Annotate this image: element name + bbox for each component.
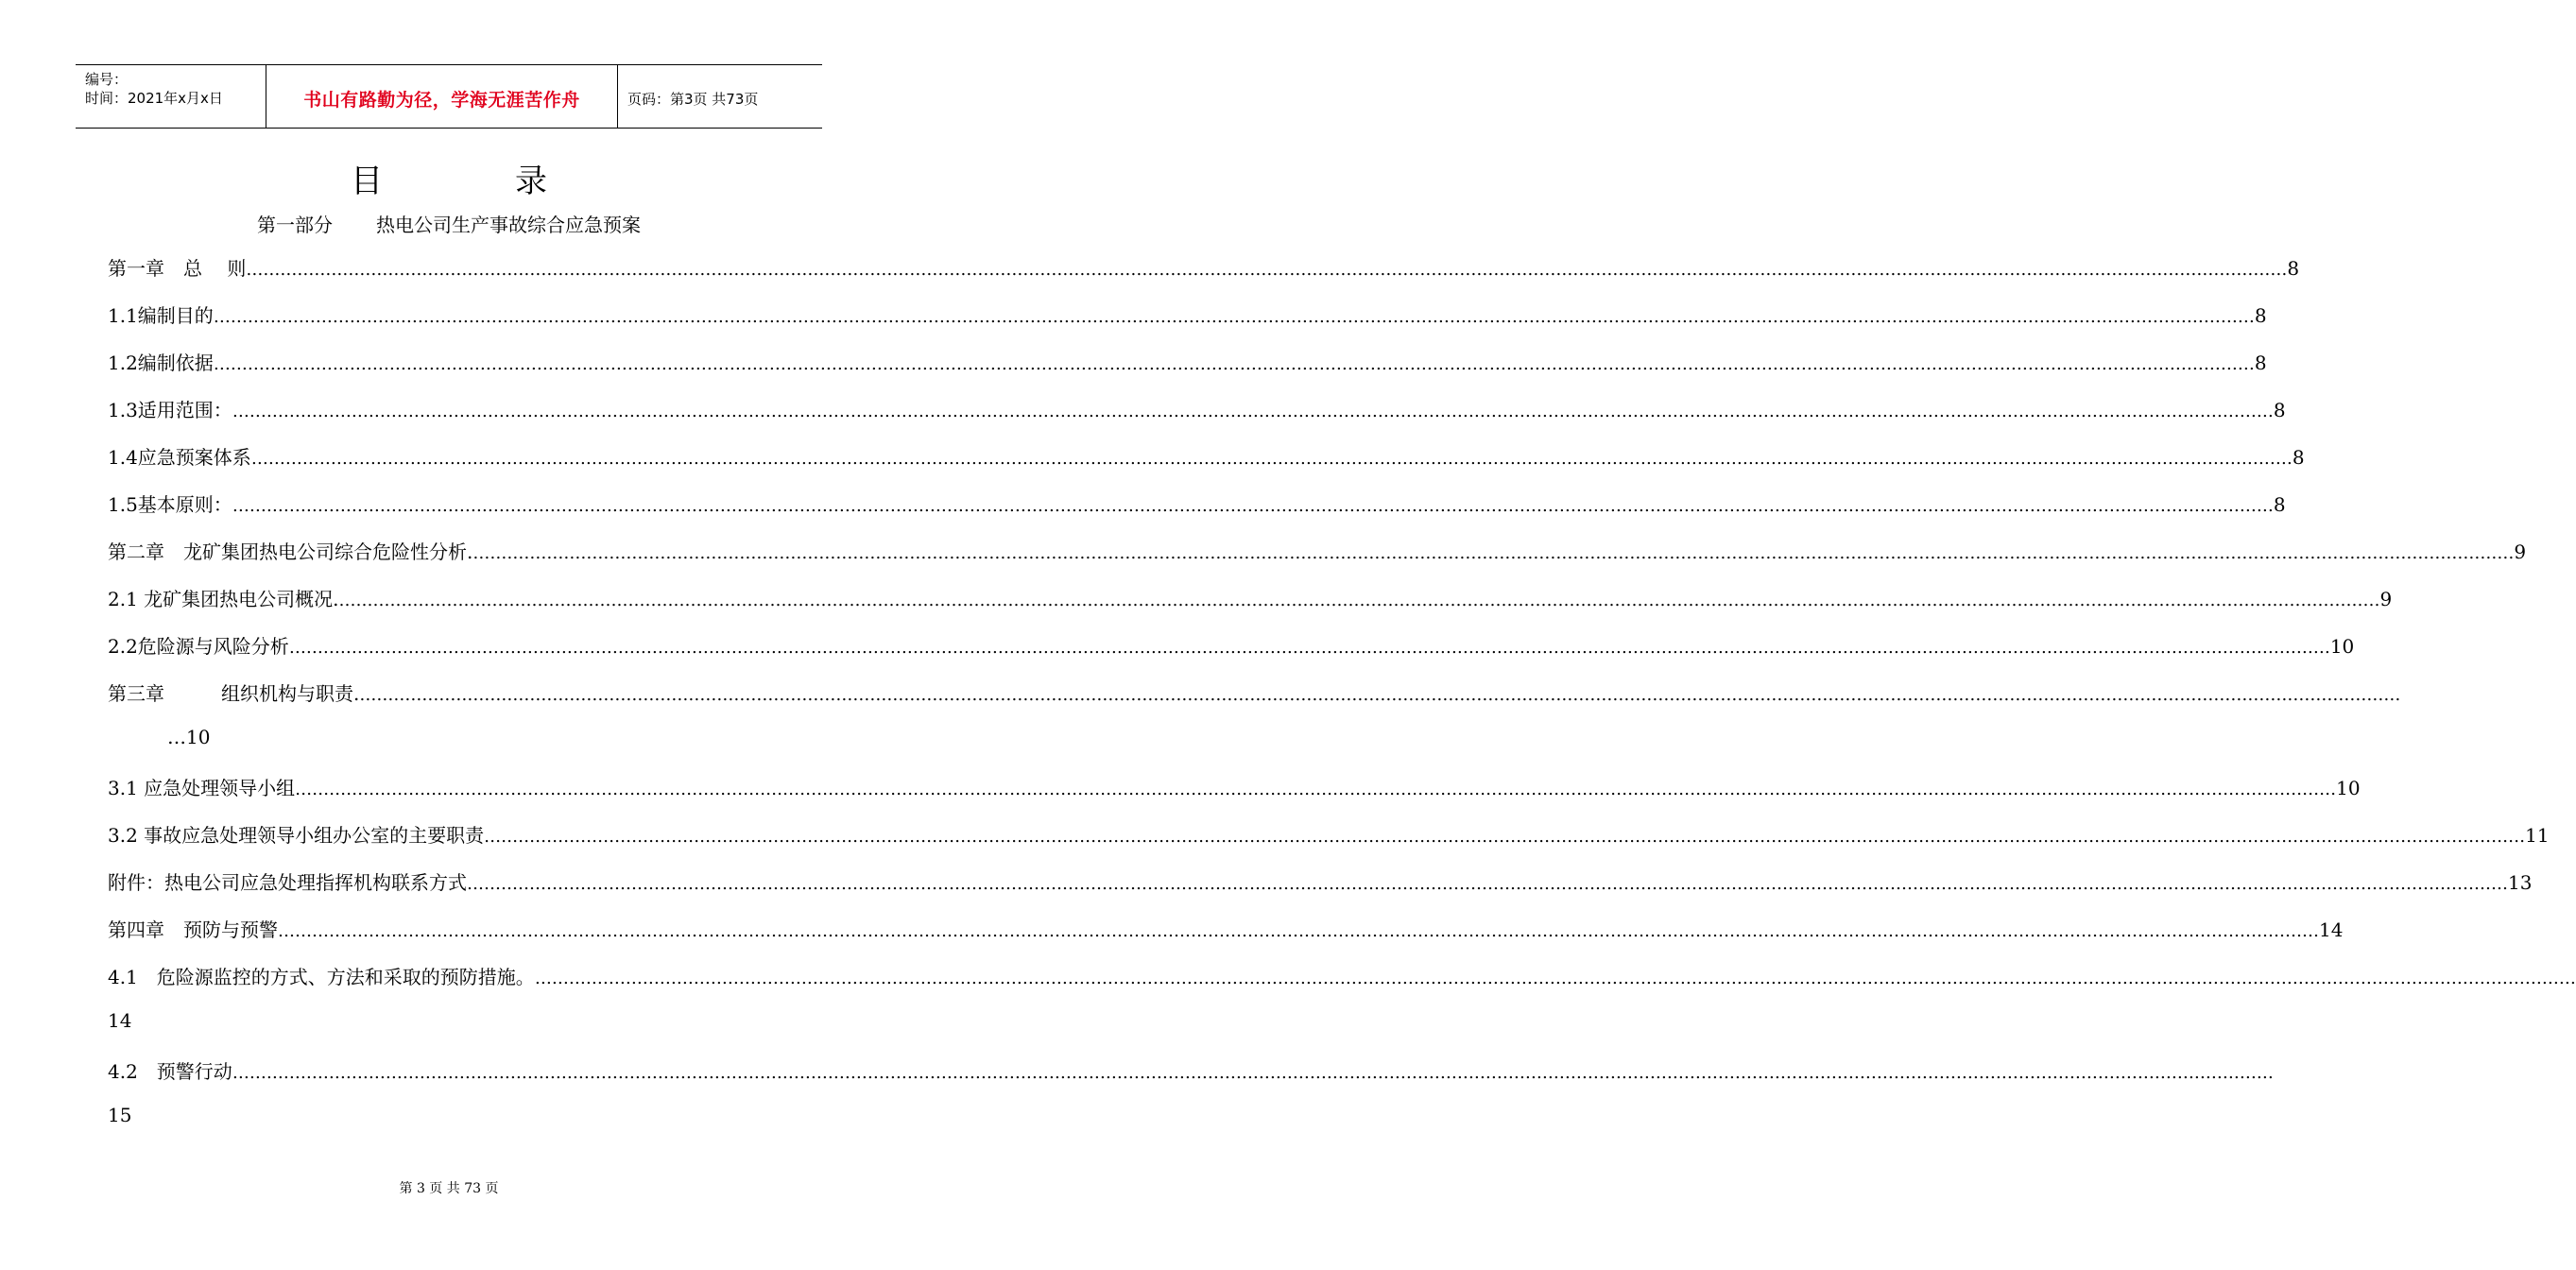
toc-entry-label: 第三章 组织机构与职责. [108, 682, 360, 705]
toc-entry[interactable] [108, 537, 2527, 565]
document-number-label: 编号： [85, 71, 129, 88]
toc-entry[interactable] [108, 584, 2393, 612]
toc-entry-label: 2.1 龙矿集团热电公司概况. [108, 588, 339, 610]
toc-leader-dots: ……………………………………………………………………………………………………………………………………………………………………………………………………………………………………………………………………………………………………………………………… [232, 496, 2274, 516]
toc-page-number: 8 [2287, 257, 2300, 280]
toc-entry[interactable] [108, 820, 2550, 849]
toc-leader-dots: ……………………………………………………………………………………………………………………………………………………………………………………………………………………………………………………………………………………………………………………………… [288, 638, 2330, 658]
toc-entry-label: 4.1 危险源监控的方式、方法和采取的预防措施。 [108, 966, 535, 988]
toc-entry[interactable] [108, 1056, 2274, 1085]
toc-title: 目录 [351, 163, 679, 200]
toc-entry-label: 3.1 应急处理领导小组 [108, 777, 296, 799]
toc-entry[interactable] [108, 395, 2286, 423]
toc-page-number: 9 [2379, 588, 2393, 610]
toc-leader-dots: ……………………………………………………………………………………………………………………………………………………………………………………………………………………………………………………………………………………………………………………………… [484, 827, 2526, 847]
toc-leader-dots: ……………………………………………………………………………………………………………………………………………………………………………………………………………………………………………………………………………………………………………………………… [250, 449, 2293, 469]
toc-entry-label: 1.5基本原则： [108, 493, 232, 516]
toc-entry[interactable] [108, 678, 2401, 707]
toc-entry[interactable] [108, 442, 2305, 471]
toc-page-number-wrapped: …10 [167, 726, 211, 748]
toc-leader-dots: ……………………………………………………………………………………………………………………………………………………………………………………………………………………………………………………………………………………………………………………………… [213, 354, 2255, 374]
toc-entry[interactable] [108, 867, 2533, 896]
toc-entry-label: 1.3适用范围： [108, 399, 232, 421]
toc-leader-dots: ……………………………………………………………………………………………………………………………………………………………………………………………………………………………………………………………………………………………………………………………… [232, 1063, 2274, 1083]
toc-entry[interactable] [108, 962, 2576, 990]
document-date: 时间：2021年x月x日 [85, 90, 223, 107]
toc-page-number: 8 [2273, 493, 2286, 516]
toc-page-number: 11 [2525, 824, 2550, 847]
page-footer: 第 3 页 共 73 页 [399, 1181, 499, 1196]
toc-leader-dots: ……………………………………………………………………………………………………………………………………………………………………………………………………………………………………………………………………………………………………………………………… [534, 969, 2576, 988]
toc-page-number-wrapped: 14 [108, 1009, 132, 1032]
toc-page-number: 8 [2254, 304, 2267, 327]
toc-page-number: 14 [2319, 918, 2344, 941]
toc-page-number: 8 [2273, 399, 2286, 421]
toc-leader-dots: ……………………………………………………………………………………………………………………………………………………………………………………………………………………………………………………………………………………………………………………………… [278, 921, 2319, 941]
toc-entry-label: 第四章 预防与预警 [108, 918, 278, 941]
page-header [76, 64, 822, 129]
toc-page-number: 10 [2336, 777, 2361, 799]
header-page-info: 页码：第3页 共73页 [627, 91, 759, 108]
toc-entry-label: 2.2危险源与风险分析 [108, 635, 289, 658]
toc-page-number: 8 [2254, 352, 2267, 374]
toc-page-number-wrapped: 15 [108, 1104, 132, 1126]
header-motto-cell [266, 65, 618, 128]
toc-leader-dots: ……………………………………………………………………………………………………………………………………………………………………………………………………………………………………………………………………………………………………………………………… [467, 874, 2508, 894]
toc-leader-dots: ……………………………………………………………………………………………………………………………………………………………………………………………………………………………………………………………………………………………………………………………… [246, 260, 2288, 280]
toc-entry[interactable] [108, 915, 2344, 943]
toc-entry-label: 1.4应急预案体系 [108, 446, 251, 469]
toc-page-number: 8 [2292, 446, 2305, 469]
toc-entry-label: 附件：热电公司应急处理指挥机构联系方式 [108, 871, 467, 894]
toc-leader-dots: ……………………………………………………………………………………………………………………………………………………………………………………………………………………………………………………………………………………………………………………………… [213, 307, 2255, 327]
toc-entry[interactable] [108, 300, 2267, 329]
toc-entry[interactable] [108, 773, 2361, 801]
toc-page-number: 13 [2508, 871, 2533, 894]
toc-entry[interactable] [108, 348, 2267, 376]
toc-entry-label: 1.1编制目的 [108, 304, 214, 327]
toc-entry[interactable] [108, 253, 2300, 282]
toc-entry-label: 1.2编制依据 [108, 352, 214, 374]
toc-leader-dots: ……………………………………………………………………………………………………………………………………………………………………………………………………………………………………………………………………………………………………………………………… [359, 685, 2401, 705]
toc-entry[interactable] [108, 631, 2355, 660]
toc-page-number: 10 [2329, 635, 2355, 658]
toc-entry-label: 4.2 预警行动 [108, 1060, 232, 1083]
part-heading [0, 210, 898, 237]
toc-leader-dots: ……………………………………………………………………………………………………………………………………………………………………………………………………………………………………………………………………………………………………………………………… [338, 591, 2380, 610]
toc-leader-dots: ……………………………………………………………………………………………………………………………………………………………………………………………………………………………………………………………………………………………………………………………… [295, 780, 2337, 799]
header-info-cell [76, 65, 266, 128]
toc-page-number: 9 [2514, 541, 2527, 563]
toc-leader-dots: ……………………………………………………………………………………………………………………………………………………………………………………………………………………………………………………………………………………………………………………………… [472, 543, 2515, 563]
toc-entry-label: 3.2 事故应急处理领导小组办公室的主要职责 [108, 824, 485, 847]
part-name: 热电公司生产事故综合应急预案 [376, 214, 641, 236]
toc-entry-label: 第二章 龙矿集团热电公司综合危险性分析. [108, 541, 473, 563]
header-page-cell [618, 65, 822, 128]
toc-entry[interactable] [108, 489, 2286, 518]
toc-leader-dots: ……………………………………………………………………………………………………………………………………………………………………………………………………………………………………………………………………………………………………………………………… [232, 402, 2274, 421]
part-label: 第一部分 [257, 214, 333, 236]
header-motto: 书山有路勤为径，学海无涯苦作舟 [303, 90, 580, 111]
toc-entry-label: 第一章 总 则 [108, 257, 247, 280]
